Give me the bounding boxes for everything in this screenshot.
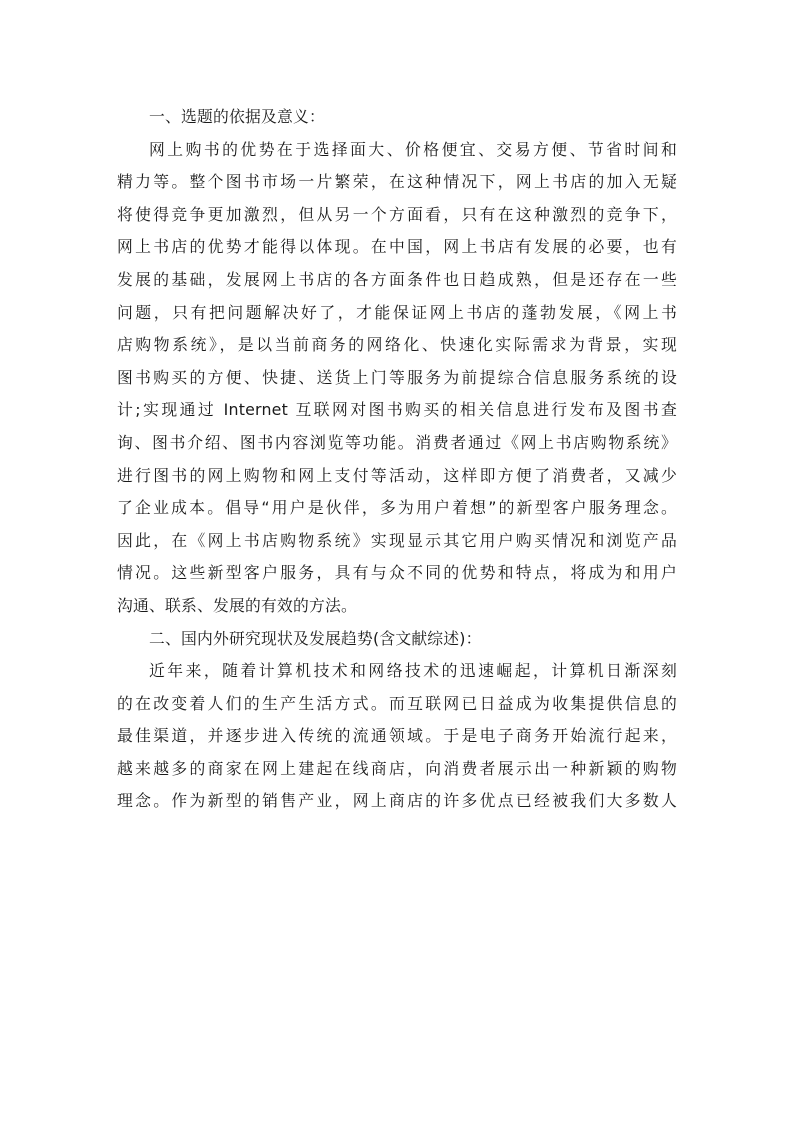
paragraph-line: 发展的基础，发展网上书店的各方面条件也日趋成熟，但是还存在一些: [117, 269, 677, 289]
paragraph-line: 问题，只有把问题解决好了，才能保证网上书店的蓬勃发展，《网上书: [117, 302, 677, 322]
paragraph-line: 将使得竞争更加激烈，但从另一个方面看，只有在这种激烈的竞争下，: [117, 204, 677, 224]
paragraph-line: 的在改变着人们的生产生活方式。而互联网已日益成为收集提供信息的: [117, 693, 677, 713]
paragraph-line: 计;实现通过 Internet 互联网对图书购买的相关信息进行发布及图书查: [117, 400, 677, 420]
paragraph-line: 进行图书的网上购物和网上支付等活动，这样即方便了消费者，又减少: [117, 465, 677, 485]
document-body: [117, 101, 677, 818]
paragraph-line: 沟通、联系、发展的有效的方法。: [117, 595, 357, 615]
paragraph-line: 了企业成本。倡导“用户是伙伴，多为用户着想”的新型客户服务理念。: [117, 498, 677, 518]
paragraph-line: 精力等。整个图书市场一片繁荣，在这种情况下，网上书店的加入无疑: [117, 172, 677, 192]
paragraph-line: 询、图书介绍、图书内容浏览等功能。消费者通过《网上书店购物系统》: [117, 432, 677, 452]
paragraph-line: 最佳渠道，并逐步进入传统的流通领域。于是电子商务开始流行起来，: [117, 726, 677, 746]
paragraph-line: 近年来，随着计算机技术和网络技术的迅速崛起，计算机日渐深刻: [149, 661, 677, 681]
paragraph-line: 因此，在《网上书店购物系统》实现显示其它用户购买情况和浏览产品: [117, 530, 677, 550]
paragraph-line: 网上书店的优势才能得以体现。在中国，网上书店有发展的必要，也有: [117, 237, 677, 257]
section-heading-2: 二、国内外研究现状及发展趋势(含文献综述)：: [149, 628, 482, 648]
paragraph-line: 图书购买的方便、快捷、送货上门等服务为前提综合信息服务系统的设: [117, 367, 677, 387]
paragraph-line: 情况。这些新型客户服务，具有与众不同的优势和特点，将成为和用户: [117, 563, 677, 583]
section-heading-1: 一、选题的依据及意义：: [149, 107, 325, 126]
paragraph-line: 网上购书的优势在于选择面大、价格便宜、交易方便、节省时间和: [149, 139, 677, 159]
paragraph-line: 越来越多的商家在网上建起在线商店，向消费者展示出一种新颖的购物: [117, 758, 677, 778]
paragraph-line: 理念。作为新型的销售产业，网上商店的许多优点已经被我们大多数人: [117, 791, 677, 811]
paragraph-line: 店购物系统》，是以当前商务的网络化、快速化实际需求为背景，实现: [117, 335, 677, 355]
